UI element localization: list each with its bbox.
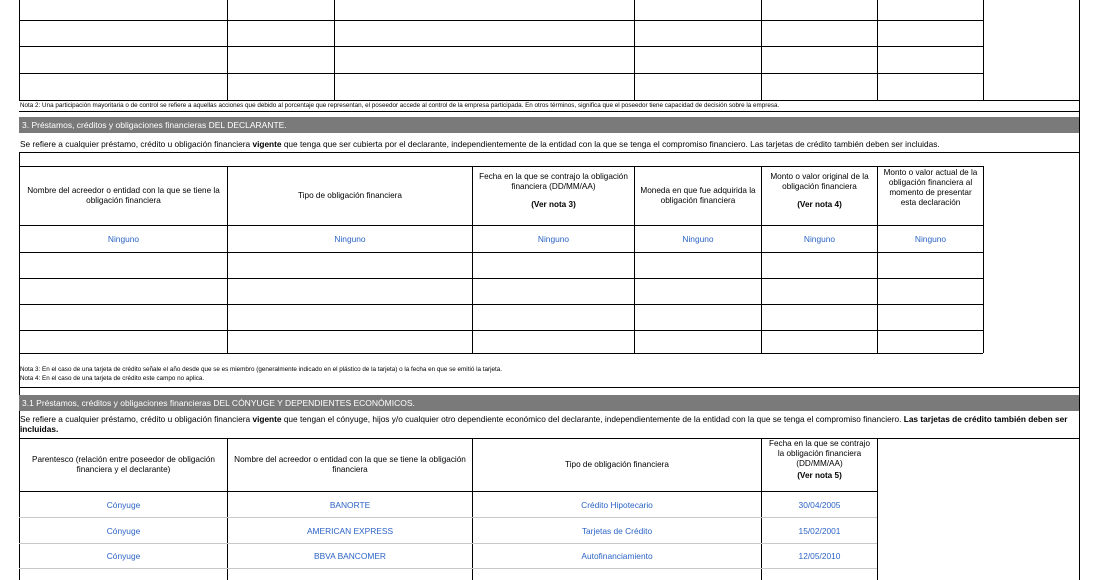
table-cell: Ninguno	[914, 234, 947, 244]
table-cell: Autofinanciamiento	[581, 551, 653, 561]
header-acreedor: Nombre del acreedor o entidad con la que se tiene la obligación financiera	[27, 185, 220, 205]
note-4: Nota 4: En el caso de una tarjeta de crédito este campo no aplica.	[20, 375, 205, 382]
header-fecha-note-31: (Ver nota 5)	[797, 471, 842, 480]
header-moneda: Moneda en que fue adquirida la obligación financiera	[640, 185, 756, 205]
header-acreedor-31: Nombre del acreedor o entidad con la que se tiene la obligación financiera	[234, 454, 466, 474]
section-3-title: 3. Préstamos, créditos y obligaciones financieras DEL DECLARANTE.	[19, 117, 1079, 133]
table-cell: Tarjetas de Crédito	[581, 525, 653, 536]
section-3-1-description: Se refiere a cualquier préstamo, crédito u obligación financiera vigente que tengan el cónyuge, hijos y/o cualquier otro dependiente económico del declarante, independientemente de la entidad con la que se tenga el compromiso financiero. Las tarjetas de crédito también deben ser incluidas.	[20, 414, 1068, 434]
header-monto-original: Monto o valor original de la obligación financiera (Ver nota 4)	[770, 172, 869, 209]
table-cell: 30/04/2005	[798, 499, 841, 510]
header-fecha-contrajo: Fecha en la que se contrajo la obligación financiera (DD/MM/AA) (Ver nota 3)	[479, 172, 628, 209]
table-cell: 12/05/2010	[798, 551, 841, 561]
table-cell: Ninguno	[107, 234, 140, 244]
table-cell: Ninguno	[682, 234, 714, 244]
table-cell: BANORTE	[329, 499, 371, 510]
table-cell: Ninguno	[334, 234, 366, 244]
table-cell: 15/02/2001	[798, 525, 841, 536]
section-3-description: Se refiere a cualquier préstamo, crédito u obligación financiera vigente que tenga que ser cubierta por el declarante, independientemente de la entidad con la que se tenga el compromiso financiero. Las tarjetas de crédito también deben ser incluidas.	[20, 139, 940, 149]
table-cell: Cónyuge	[106, 525, 141, 536]
section-3-1-title: 3.1 Préstamos, créditos y obligaciones financieras DEL CÓNYUGE Y DEPENDIENTES ECONÓMICOS.	[19, 395, 1079, 411]
table-cell: AMERICAN EXPRESS	[306, 525, 394, 536]
header-fecha-note: (Ver nota 3)	[531, 200, 576, 209]
note-3: Nota 3: En el caso de una tarjeta de crédito señale el año desde que se es miembro (generalmente indicado en el plástico de la tarjeta) o la fecha en que se emitió la tarjeta.	[20, 366, 503, 373]
header-monto-note: (Ver nota 4)	[797, 200, 842, 209]
table-cell: Ninguno	[537, 234, 570, 244]
table-cell: BBVA BANCOMER	[314, 551, 386, 561]
table-cell: Ninguno	[803, 234, 836, 244]
header-tipo-obligacion-31: Tipo de obligación financiera	[565, 459, 669, 469]
table-cell: Crédito Hipotecario	[581, 499, 653, 510]
header-tipo-obligacion: Tipo de obligación financiera	[298, 190, 402, 200]
header-monto-actual: Monto o valor actual de la obligación financiera al momento de presentar esta declaración	[883, 168, 978, 207]
table-cell: Cónyuge	[106, 499, 141, 510]
header-parentesco: Parentesco (relación entre poseedor de obligación financiera y el declarante)	[32, 454, 215, 474]
header-fecha-contrajo-31: Fecha en la que se contrajo la obligación financiera (DD/MM/AA) (Ver nota 5)	[768, 439, 871, 480]
note-2: Nota 2: Una participación mayoritaria o de control se refiere a aquellas acciones que debido al porcentaje que representan, el poseedor accede al control de la empresa participada. En otros términos, significa que el poseedor tiene capacidad de decisión sobre la empresa.	[20, 102, 780, 109]
table-cell: Cónyuge	[106, 551, 141, 561]
